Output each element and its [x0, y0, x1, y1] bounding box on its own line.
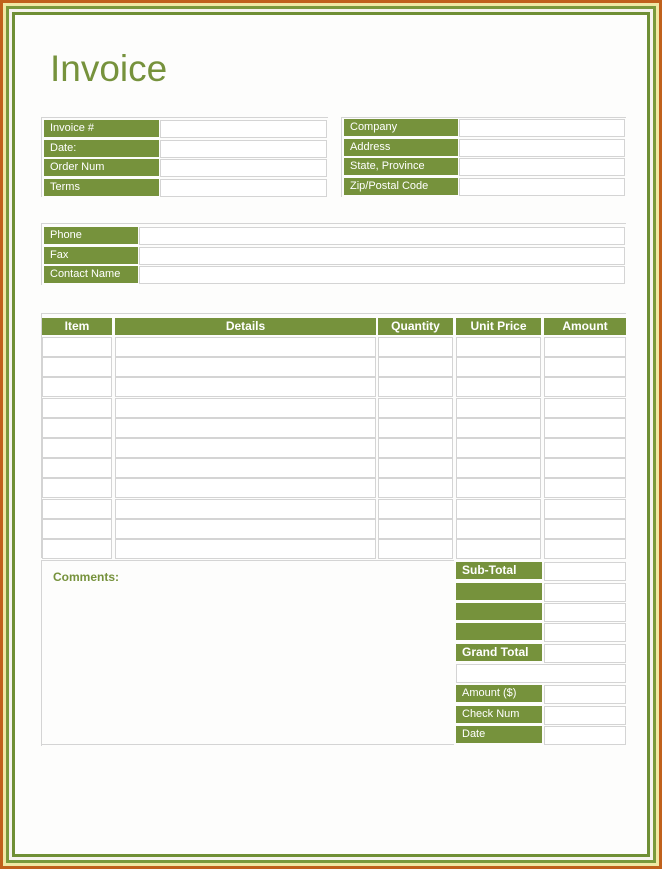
table-cell-item[interactable] [42, 337, 112, 357]
field-order-num[interactable] [160, 159, 327, 177]
label-phone: Phone [44, 227, 138, 244]
table-cell-quantity[interactable] [378, 438, 453, 458]
table-cell-unit-price[interactable] [456, 539, 541, 559]
table-cell-details[interactable] [115, 539, 376, 559]
payment-amount-value[interactable] [544, 685, 626, 704]
table-cell-amount[interactable] [544, 519, 626, 539]
table-cell-quantity[interactable] [378, 418, 453, 438]
label-order-num: Order Num [44, 159, 159, 176]
extra-total-3-label [456, 623, 542, 640]
table-cell-unit-price[interactable] [456, 337, 541, 357]
field-terms[interactable] [160, 179, 327, 197]
table-cell-item[interactable] [42, 539, 112, 559]
table-cell-item[interactable] [42, 357, 112, 377]
payment-check-num-label: Check Num [456, 706, 542, 723]
payment-check-num-value[interactable] [544, 706, 626, 725]
table-cell-quantity[interactable] [378, 398, 453, 418]
table-cell-amount[interactable] [544, 438, 626, 458]
invoice-block-top-rule [41, 117, 328, 118]
table-cell-unit-price[interactable] [456, 438, 541, 458]
label-invoice: Invoice # [44, 120, 159, 137]
table-cell-unit-price[interactable] [456, 377, 541, 397]
comments-area-top-rule [41, 560, 454, 561]
grand-total-value[interactable] [544, 644, 626, 663]
label-contact-name: Contact Name [44, 266, 138, 283]
totals-spacer-row [456, 664, 626, 683]
table-cell-item[interactable] [42, 418, 112, 438]
table-cell-item[interactable] [42, 478, 112, 498]
field-date[interactable] [160, 140, 327, 158]
table-cell-details[interactable] [115, 398, 376, 418]
column-header-unit-price: Unit Price [456, 318, 541, 335]
table-cell-details[interactable] [115, 377, 376, 397]
table-cell-amount[interactable] [544, 458, 626, 478]
contact-block-top-rule [41, 223, 626, 224]
table-cell-details[interactable] [115, 458, 376, 478]
field-state-province[interactable] [459, 158, 625, 176]
label-company: Company [344, 119, 458, 136]
table-cell-item[interactable] [42, 438, 112, 458]
company-block-left-rule [341, 117, 342, 197]
table-cell-quantity[interactable] [378, 377, 453, 397]
table-cell-amount[interactable] [544, 357, 626, 377]
field-company[interactable] [459, 119, 625, 137]
extra-total-3-value[interactable] [544, 623, 626, 642]
payment-date-label: Date [456, 726, 542, 743]
table-cell-amount[interactable] [544, 539, 626, 559]
table-cell-details[interactable] [115, 478, 376, 498]
table-cell-quantity[interactable] [378, 337, 453, 357]
table-cell-unit-price[interactable] [456, 458, 541, 478]
table-cell-amount[interactable] [544, 499, 626, 519]
label-date: Date: [44, 140, 159, 157]
label-state-province: State, Province [344, 158, 458, 175]
column-header-item: Item [42, 318, 112, 335]
field-zip-postal-code[interactable] [459, 178, 625, 196]
label-address: Address [344, 139, 458, 156]
table-cell-item[interactable] [42, 499, 112, 519]
field-address[interactable] [459, 139, 625, 157]
table-cell-amount[interactable] [544, 377, 626, 397]
table-cell-unit-price[interactable] [456, 499, 541, 519]
subtotal-value[interactable] [544, 562, 626, 581]
field-contact-name[interactable] [139, 266, 625, 284]
table-cell-details[interactable] [115, 499, 376, 519]
table-cell-unit-price[interactable] [456, 357, 541, 377]
table-cell-unit-price[interactable] [456, 478, 541, 498]
table-cell-quantity[interactable] [378, 357, 453, 377]
label-terms: Terms [44, 179, 159, 196]
extra-total-1-value[interactable] [544, 583, 626, 602]
label-zip-postal-code: Zip/Postal Code [344, 178, 458, 195]
table-cell-item[interactable] [42, 377, 112, 397]
table-cell-unit-price[interactable] [456, 398, 541, 418]
subtotal-label: Sub-Total [456, 562, 542, 579]
label-fax: Fax [44, 247, 138, 264]
extra-total-1-label [456, 583, 542, 600]
table-cell-item[interactable] [42, 398, 112, 418]
table-cell-amount[interactable] [544, 337, 626, 357]
column-header-details: Details [115, 318, 376, 335]
company-block-top-rule [341, 117, 626, 118]
comments-bottom-rule [41, 744, 454, 745]
grand-total-label: Grand Total [456, 644, 542, 661]
field-invoice[interactable] [160, 120, 327, 138]
table-cell-quantity[interactable] [378, 458, 453, 478]
invoice-title: Invoice [50, 48, 168, 89]
column-header-amount: Amount [544, 318, 626, 335]
table-cell-details[interactable] [115, 357, 376, 377]
table-cell-unit-price[interactable] [456, 418, 541, 438]
items-table-top-rule [41, 313, 626, 314]
payment-date-value[interactable] [544, 726, 626, 745]
comments-label: Comments: [53, 570, 120, 584]
table-cell-details[interactable] [115, 519, 376, 539]
extra-total-2-label [456, 603, 542, 620]
extra-total-2-value[interactable] [544, 603, 626, 622]
table-cell-amount[interactable] [544, 418, 626, 438]
table-cell-item[interactable] [42, 519, 112, 539]
comments-area-left-rule [41, 560, 42, 746]
column-header-quantity: Quantity [378, 318, 453, 335]
field-phone[interactable] [139, 227, 625, 245]
invoice-block-left-rule [41, 117, 42, 197]
table-cell-quantity[interactable] [378, 519, 453, 539]
contact-block-left-rule [41, 223, 42, 285]
table-cell-details[interactable] [115, 418, 376, 438]
table-cell-details[interactable] [115, 438, 376, 458]
payment-amount-label: Amount ($) [456, 685, 542, 702]
table-cell-item[interactable] [42, 458, 112, 478]
field-fax[interactable] [139, 247, 625, 265]
table-cell-quantity[interactable] [378, 499, 453, 519]
table-cell-details[interactable] [115, 337, 376, 357]
table-cell-quantity[interactable] [378, 478, 453, 498]
table-cell-amount[interactable] [544, 398, 626, 418]
table-cell-quantity[interactable] [378, 539, 453, 559]
table-cell-unit-price[interactable] [456, 519, 541, 539]
table-cell-amount[interactable] [544, 478, 626, 498]
